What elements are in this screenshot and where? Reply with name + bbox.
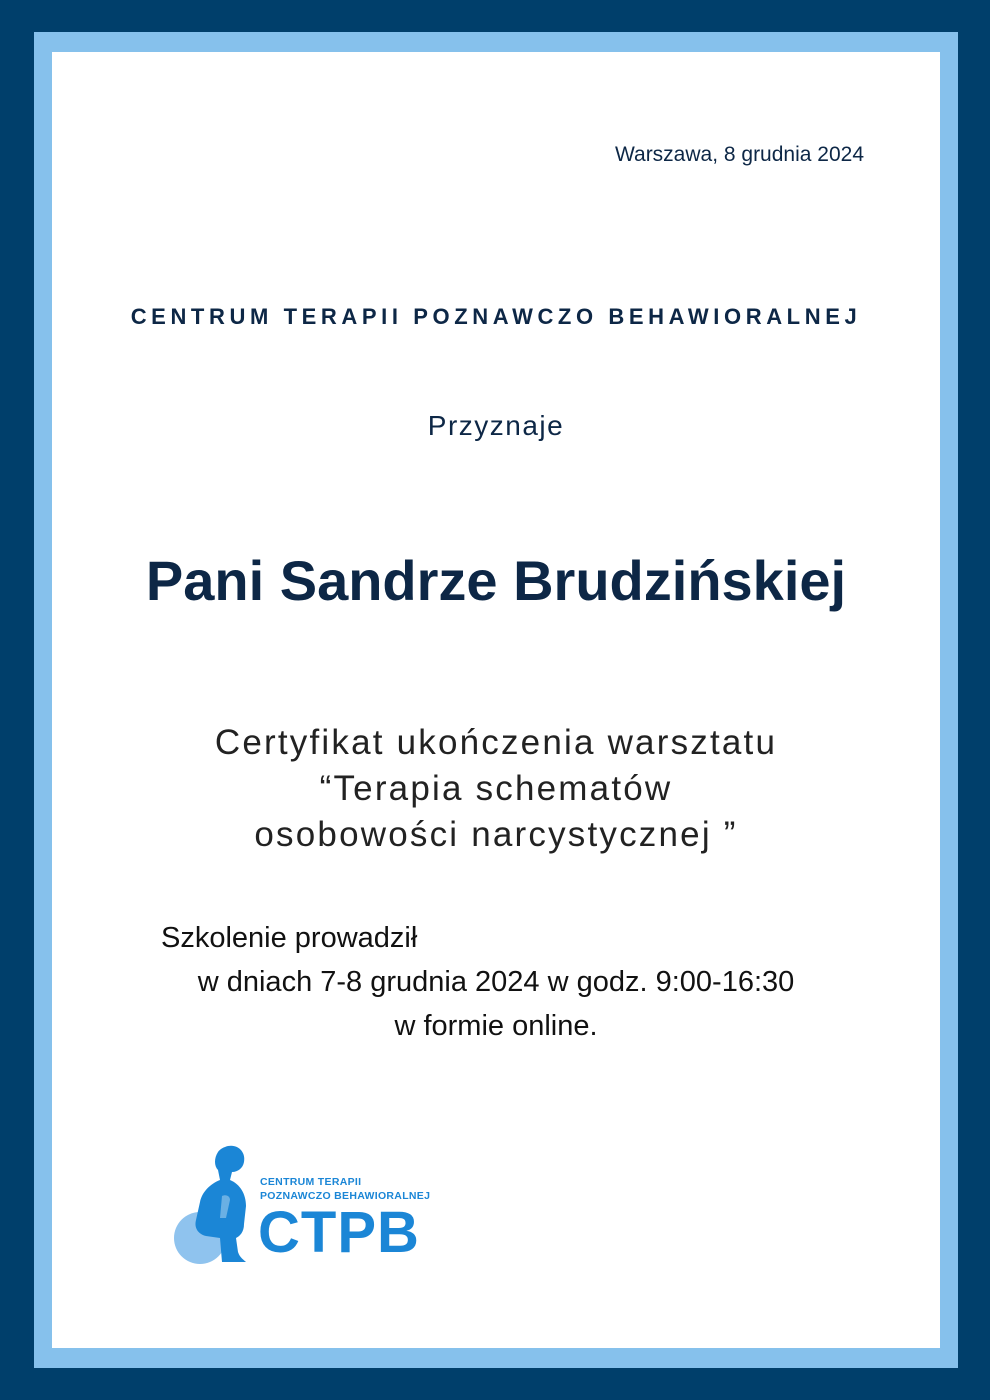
- certificate-line-3: osobowości narcystycznej ”: [254, 815, 738, 854]
- trainer-line: Szkolenie prowadził: [161, 922, 418, 954]
- ctpb-logo: [170, 1140, 460, 1270]
- certificate-line-1: Certyfikat ukończenia warsztatu: [214, 723, 778, 762]
- logo-text-line-2: POZNAWCZO BEHAWIORALNEJ: [260, 1190, 431, 1202]
- dates-line: w dniach 7-8 grudnia 2024 w godz. 9:00-16:30: [197, 966, 795, 998]
- certificate-line-2: “Terapia schematów: [319, 769, 673, 808]
- date-line: Warszawa, 8 grudnia 2024: [614, 143, 864, 166]
- grants-label: Przyznaje: [427, 410, 565, 441]
- organization-name: CENTRUM TERAPII POZNAWCZO BEHAWIORALNEJ: [130, 304, 862, 329]
- certificate-title: [52, 720, 940, 858]
- recipient-name: Pani Sandrze Brudzińskiej: [145, 549, 847, 612]
- logo-text-line-1: CENTRUM TERAPII: [260, 1176, 362, 1188]
- logo-wordmark: CTPB: [258, 1200, 420, 1265]
- format-line: w formie online.: [394, 1010, 598, 1042]
- thinker-figure-icon: [170, 1140, 260, 1270]
